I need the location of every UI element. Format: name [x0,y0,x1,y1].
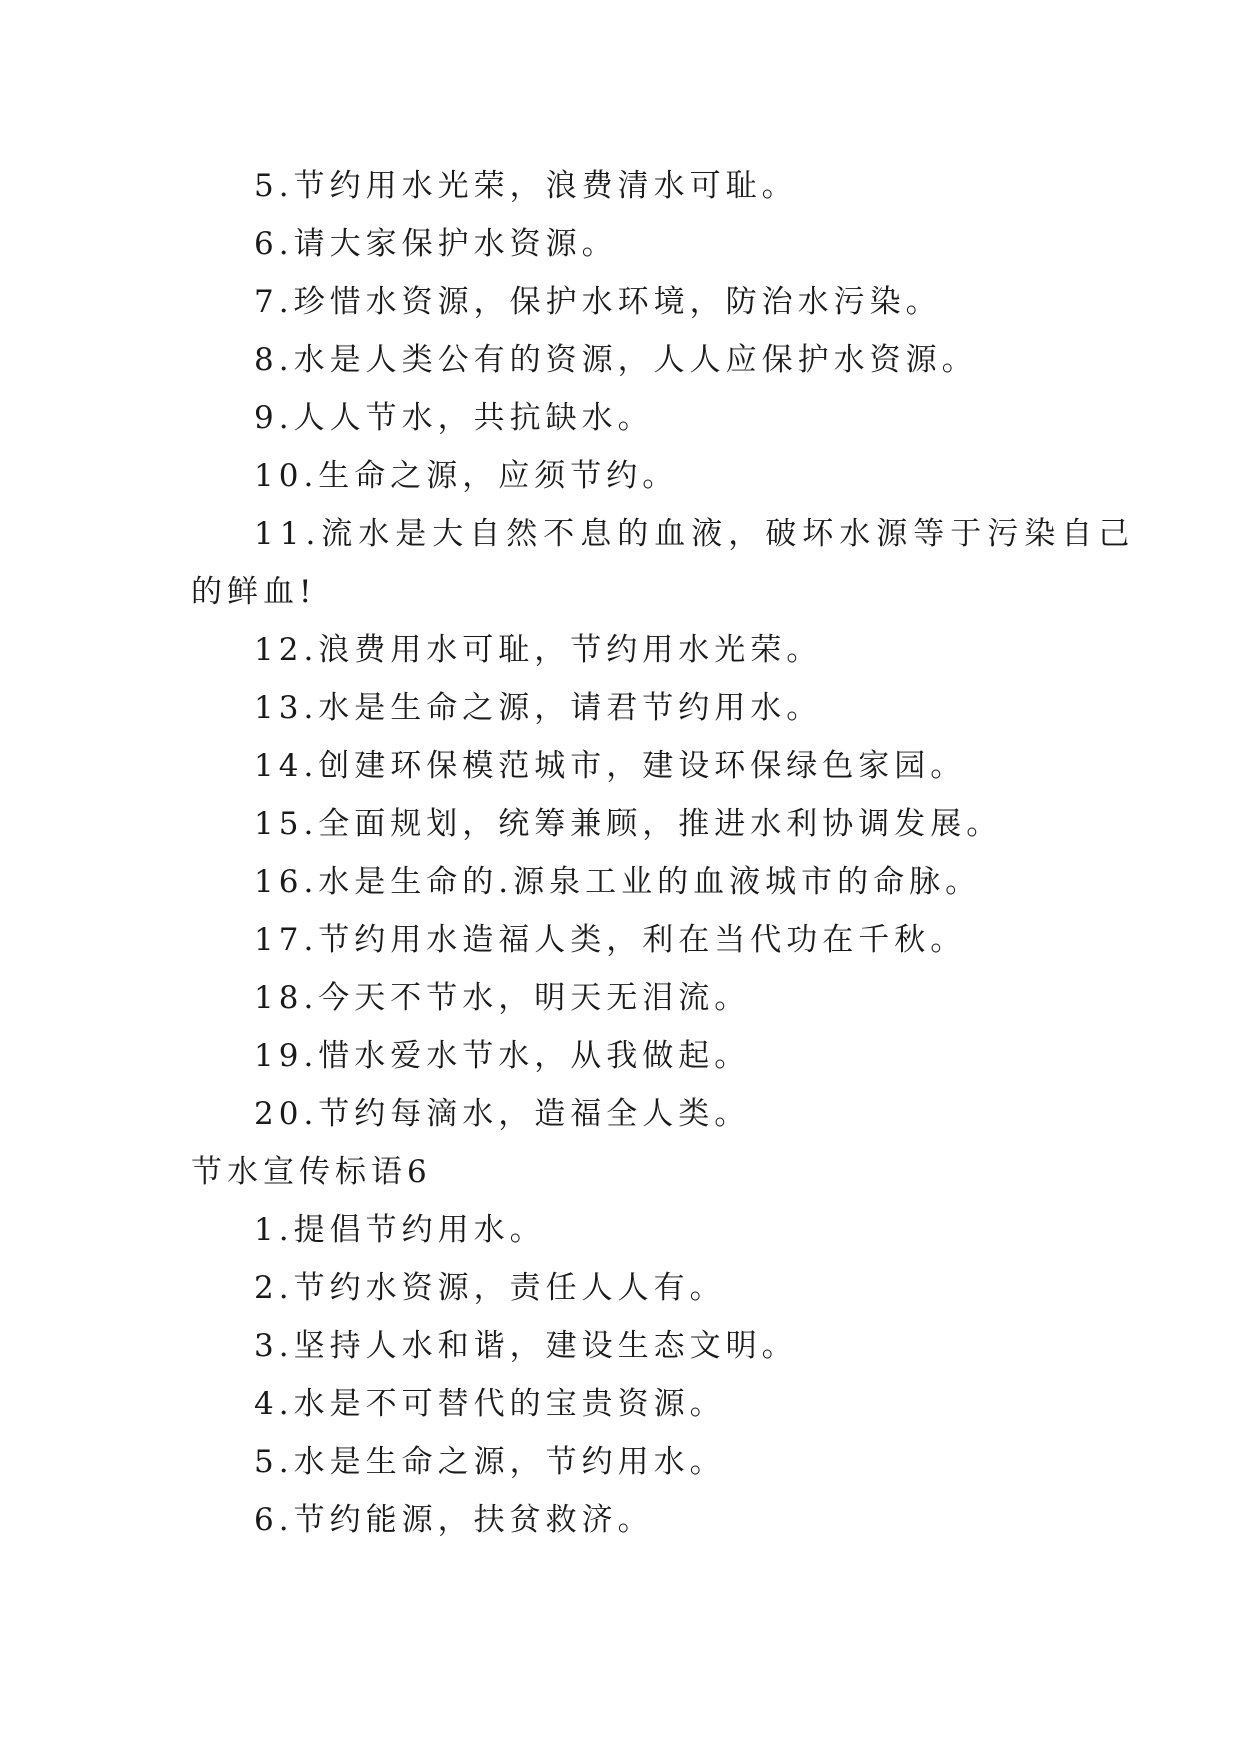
slogan-line: 8.水是人类公有的资源，人人应保护水资源。 [254,342,978,378]
slogan-line: 16.水是生命的.源泉工业的血液城市的命脉。 [254,864,982,900]
slogan-line-continuation: 的鲜血! [191,574,317,610]
slogan-line: 5.节约用水光荣，浪费清水可耻。 [254,168,798,204]
slogan-line: 1.提倡节约用水。 [254,1212,546,1248]
slogan-line: 7.珍惜水资源，保护水环境，防治水污染。 [254,284,942,320]
slogan-line: 14.创建环保模范城市，建设环保绿色家园。 [254,748,967,784]
slogan-line: 11.流水是大自然不息的血液，破坏水源等于污染自己 [254,516,1136,552]
slogan-line: 17.节约用水造福人类，利在当代功在千秋。 [254,922,967,958]
slogan-line: 18.今天不节水，明天无泪流。 [254,980,751,1016]
section-heading: 节水宣传标语6 [191,1154,432,1190]
slogan-line: 13.水是生命之源，请君节约用水。 [254,690,823,726]
slogan-line: 20.节约每滴水，造福全人类。 [254,1096,751,1132]
slogan-line: 2.节约水资源，责任人人有。 [254,1270,726,1306]
slogan-line: 3.坚持人水和谐，建设生态文明。 [254,1328,798,1364]
slogan-line: 10.生命之源，应须节约。 [254,458,679,494]
slogan-line: 6.请大家保护水资源。 [254,226,618,262]
slogan-line: 12.浪费用水可耻，节约用水光荣。 [254,632,823,668]
slogan-line: 15.全面规划，统筹兼顾，推进水利协调发展。 [254,806,1003,842]
slogan-line: 6.节约能源，扶贫救济。 [254,1502,654,1538]
slogan-line: 9.人人节水，共抗缺水。 [254,400,654,436]
slogan-line: 5.水是生命之源，节约用水。 [254,1444,726,1480]
slogan-line: 4.水是不可替代的宝贵资源。 [254,1386,726,1422]
slogan-line: 19.惜水爱水节水，从我做起。 [254,1038,751,1074]
